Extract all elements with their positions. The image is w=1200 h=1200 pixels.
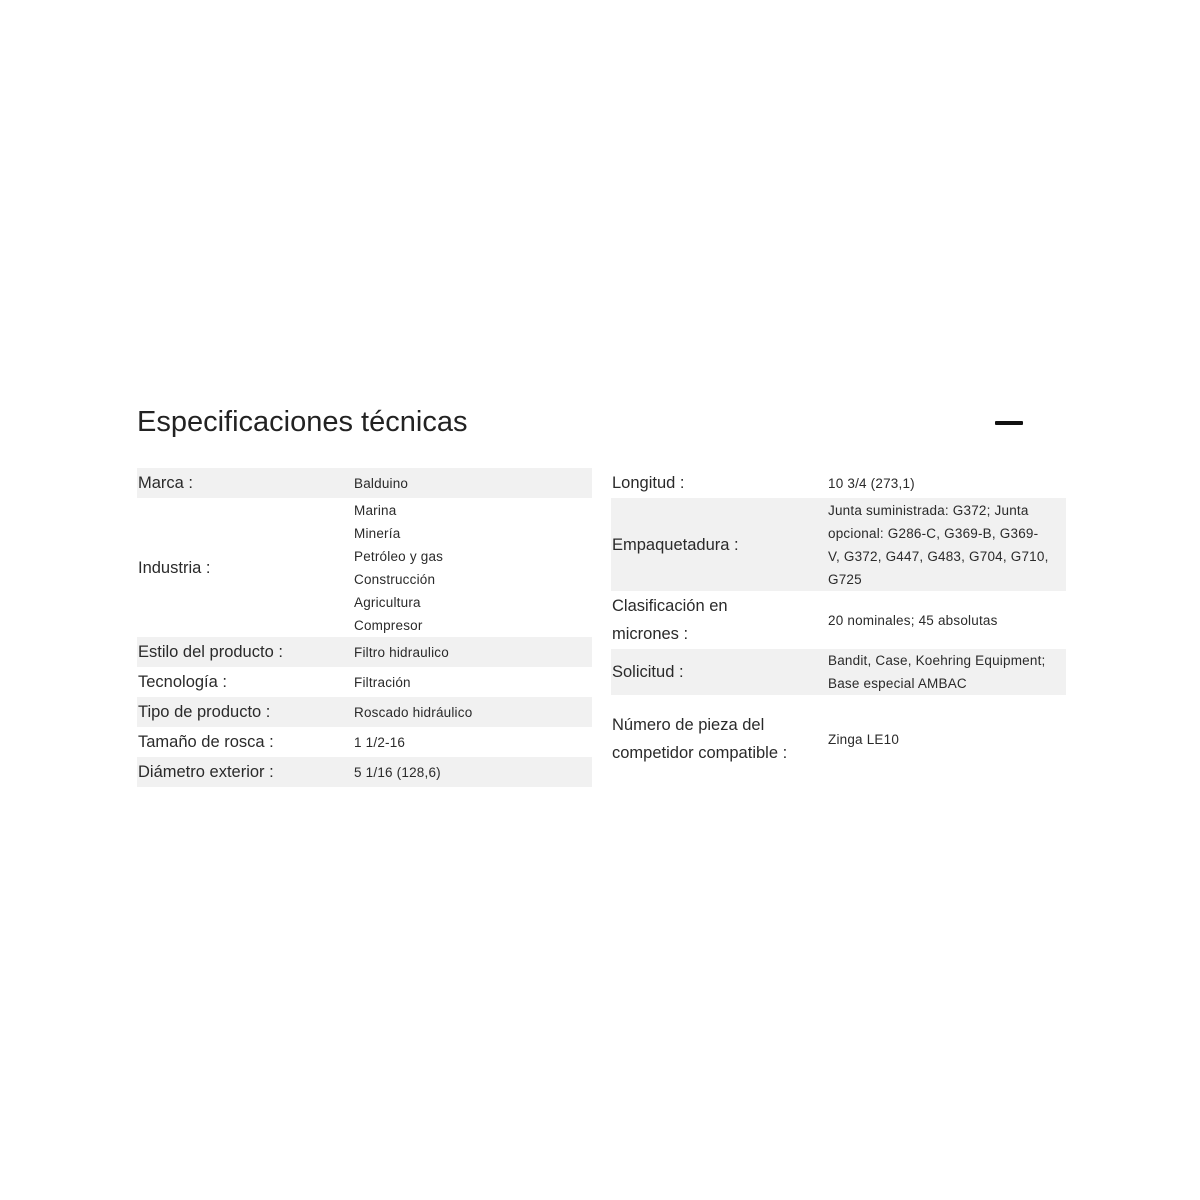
spec-value: Marina Minería Petróleo y gas Construcción Agricultura Compresor: [354, 502, 444, 633]
spec-row-tecnologia: [137, 667, 592, 697]
spec-row-diametro: [137, 757, 592, 787]
minus-icon: [995, 421, 1023, 425]
spec-row-industria: [137, 498, 592, 637]
spec-label: Tipo de producto :: [138, 703, 271, 721]
spec-label: Número de pieza del competidor compatible :: [612, 716, 788, 762]
spec-value: 10 3/4 (273,1): [828, 475, 915, 491]
spec-label: Industria :: [138, 558, 211, 577]
spec-row-micrones: [611, 591, 1066, 649]
spec-value: Balduino: [354, 475, 409, 491]
spec-row-rosca: [137, 727, 592, 757]
spec-label: Diámetro exterior :: [138, 763, 274, 781]
tech-specs-section: [137, 400, 1067, 781]
spec-row-solicitud: [611, 649, 1066, 695]
spec-value: Bandit, Case, Koehring Equipment; Base especial AMBAC: [828, 653, 1046, 691]
spec-value: Zinga LE10: [828, 731, 900, 747]
spec-value: Filtración: [354, 674, 411, 690]
spec-row-longitud: [611, 468, 1066, 498]
spec-value: Junta suministrada: G372; Junta opcional: G286-C, G369-B, G369- V, G372, G447, G483, G704, G710, G725: [828, 502, 1049, 587]
spec-label: Tamaño de rosca :: [138, 733, 274, 751]
spec-row-empaquetadura: [611, 498, 1066, 591]
spec-label: Solicitud :: [612, 663, 684, 681]
section-header: [137, 400, 1067, 448]
spec-label: Tecnología :: [138, 673, 227, 691]
spec-value: 20 nominales; 45 absolutas: [828, 612, 998, 628]
spec-value: 5 1/16 (128,6): [354, 764, 441, 780]
specs-column-left: [137, 468, 592, 787]
specs-column-right: [611, 468, 1066, 783]
section-title: Especificaciones técnicas: [137, 406, 468, 438]
spec-label: Longitud :: [612, 474, 685, 492]
spec-value: 1 1/2-16: [354, 734, 406, 750]
spec-label: Marca :: [138, 474, 194, 492]
spec-label: Clasificación en micrones :: [612, 597, 728, 643]
spec-row-competidor: [611, 695, 1066, 783]
spec-row-marca: [137, 468, 592, 498]
collapse-button[interactable]: [995, 412, 1023, 432]
spec-label: Estilo del producto :: [138, 643, 283, 661]
spec-row-estilo: [137, 637, 592, 667]
spec-value: Filtro hidraulico: [354, 644, 449, 660]
spec-row-tipo: [137, 697, 592, 727]
spec-label: Empaquetadura :: [612, 535, 739, 554]
spec-value: Roscado hidráulico: [354, 704, 473, 720]
